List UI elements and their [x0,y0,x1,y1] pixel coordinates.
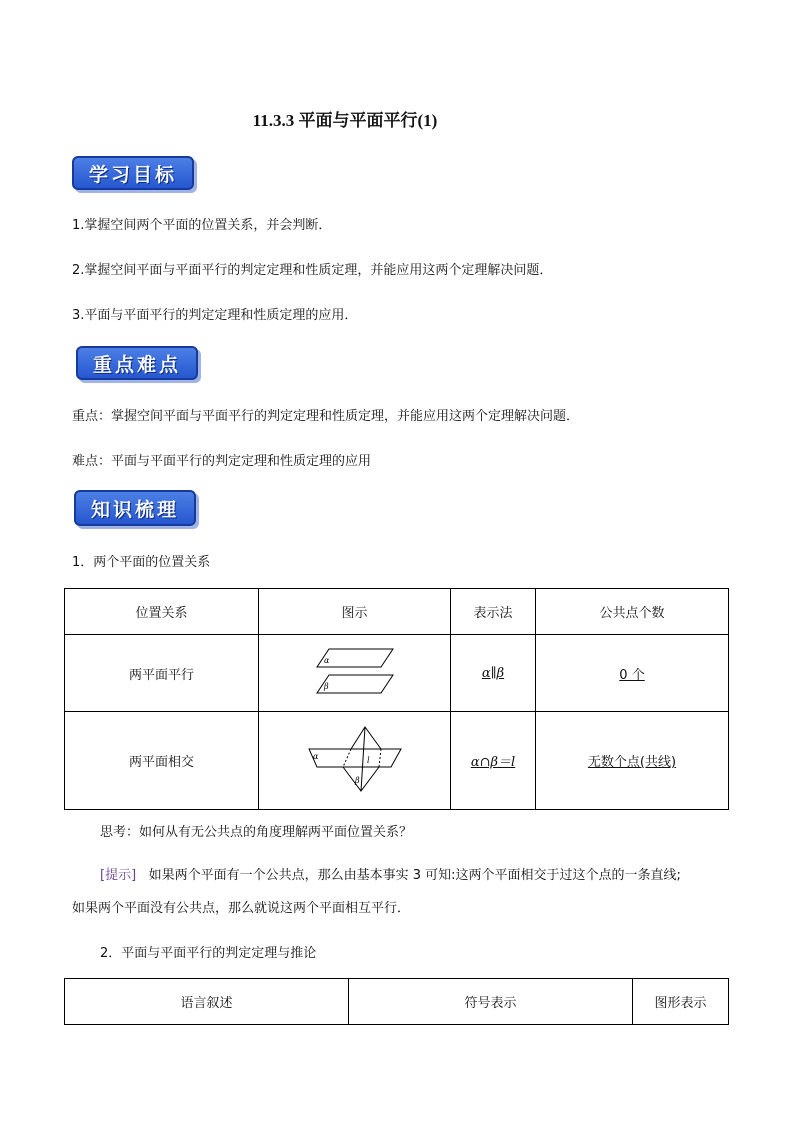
table-header: 语言叙述 [65,979,349,1025]
figure-cell [259,712,451,810]
hint-line-1 [100,864,720,883]
beta-label: β [354,775,360,785]
table-row [65,712,729,810]
goal-3: 3.平面与平面平行的判定定理和性质定理的应用． [72,308,358,323]
goal-2: 2.掌握空间平面与平面平行的判定定理和性质定理，并能应用这两个定理解决问题． [72,263,553,278]
parallel-planes-figure [315,643,395,699]
table-row [65,635,729,712]
table-header: 符号表示 [349,979,633,1025]
points-cell: 无数个点(共线) [536,712,729,810]
beta-label: β [323,682,329,691]
table-header-row [65,979,729,1025]
hint-tag: [提示] [100,868,137,883]
relation-cell: 两平面平行 [65,635,259,712]
alpha-label: α [312,751,318,761]
hint-text-1: 如果两个平面有一个公共点，那么由基本事实 3 可知:这两个平面相交于过这个点的一条直线; [148,868,681,883]
table-header: 图形表示 [633,979,729,1025]
parallel-theorem-table [64,978,729,1025]
l-label: l [366,755,370,765]
section-badge-key: 重点难点 [76,346,198,380]
section-badge-knowledge: 知识梳理 [74,490,196,526]
intersecting-planes-figure [307,721,403,797]
table-header: 表示法 [451,589,536,635]
table-header: 位置关系 [65,589,259,635]
item-1-heading: 1．两个平面的位置关系 [72,555,211,570]
difficult-point: 难点：平面与平面平行的判定定理和性质定理的应用 [72,454,372,469]
goal-1: 1.掌握空间两个平面的位置关系，并会判断． [72,218,332,233]
table-header: 图示 [259,589,451,635]
page-title: 11.3.3 平面与平面平行(1) [252,111,438,130]
position-relation-table [64,588,729,810]
figure-cell [259,635,451,712]
hint-line-2: 如果两个平面没有公共点，那么就说这两个平面相互平行． [72,901,411,916]
notation-cell: α∥β [451,635,536,712]
item-2-heading: 2．平面与平面平行的判定定理与推论 [100,946,317,961]
table-header: 公共点个数 [536,589,729,635]
key-point: 重点：掌握空间平面与平面平行的判定定理和性质定理，并能应用这两个定理解决问题． [72,409,580,424]
section-badge-goals: 学习目标 [72,156,194,190]
table-header-row [65,589,729,635]
notation-cell: α∩β＝l [451,712,536,810]
relation-cell: 两平面相交 [65,712,259,810]
alpha-label: α [323,656,329,665]
points-cell: 0 个 [536,635,729,712]
think-question: 思考：如何从有无公共点的角度理解两平面位置关系？ [100,825,413,840]
